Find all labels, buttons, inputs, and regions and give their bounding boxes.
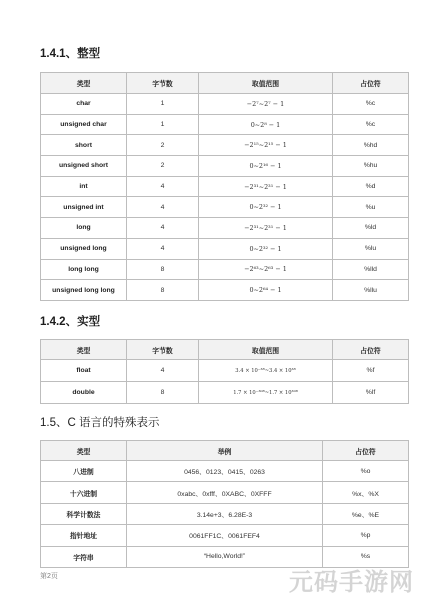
special-representation-table xyxy=(40,440,409,568)
format-cell: %lu xyxy=(333,238,409,259)
range-cell: 0~2³² − 1 xyxy=(199,197,333,218)
range-cell: −2³¹~2³¹ − 1 xyxy=(199,176,333,197)
range-cell: 3.4 × 10⁻³⁸~3.4 × 10³⁸ xyxy=(199,360,333,382)
header-type: 类型 xyxy=(41,441,127,461)
example-cell: 0456、0123、0415、0263 xyxy=(127,461,323,482)
table-row xyxy=(41,218,409,239)
bytes-cell: 2 xyxy=(127,156,199,177)
type-cell: 字符串 xyxy=(41,546,127,567)
format-cell: %lld xyxy=(333,259,409,280)
table-row xyxy=(41,382,409,404)
header-range: 取值范围 xyxy=(199,73,333,94)
type-cell: long xyxy=(41,218,127,239)
format-cell: %lf xyxy=(333,382,409,404)
table-row xyxy=(41,176,409,197)
range-cell: 1.7 × 10⁻³⁰⁸~1.7 × 10³⁰⁸ xyxy=(199,382,333,404)
table-header-row xyxy=(41,73,409,94)
bytes-cell: 8 xyxy=(127,280,199,301)
format-cell: %o xyxy=(323,461,409,482)
type-cell: unsigned short xyxy=(41,156,127,177)
header-range: 取值范围 xyxy=(199,340,333,360)
bytes-cell: 4 xyxy=(127,360,199,382)
bytes-cell: 1 xyxy=(127,114,199,135)
example-cell: 0061FF1C、0061FEF4 xyxy=(127,525,323,546)
page-number: 第2页 xyxy=(40,573,58,580)
bytes-cell: 8 xyxy=(127,259,199,280)
range-cell: −2¹⁵~2¹⁵ − 1 xyxy=(199,135,333,156)
header-type: 类型 xyxy=(41,340,127,360)
range-cell: 0~2⁶⁴ − 1 xyxy=(199,280,333,301)
table-row xyxy=(41,461,409,482)
example-cell: 3.14e+3、6.28E-3 xyxy=(127,503,323,524)
bytes-cell: 2 xyxy=(127,135,199,156)
type-cell: char xyxy=(41,94,127,115)
table-row xyxy=(41,280,409,301)
range-cell: 0~2⁸ − 1 xyxy=(199,114,333,135)
table-row xyxy=(41,156,409,177)
watermark: 元码手游网 xyxy=(289,568,414,596)
format-cell: %hd xyxy=(333,135,409,156)
format-cell: %f xyxy=(333,360,409,382)
format-cell: %x、%X xyxy=(323,482,409,503)
type-cell: int xyxy=(41,176,127,197)
header-format: 占位符 xyxy=(323,441,409,461)
table-row xyxy=(41,135,409,156)
format-cell: %llu xyxy=(333,280,409,301)
table-header-row xyxy=(41,340,409,360)
format-cell: %u xyxy=(333,197,409,218)
range-cell: 0~2³² − 1 xyxy=(199,238,333,259)
type-cell: 科学计数法 xyxy=(41,503,127,524)
float-types-table xyxy=(40,339,409,404)
bytes-cell: 8 xyxy=(127,382,199,404)
format-cell: %d xyxy=(333,176,409,197)
format-cell: %hu xyxy=(333,156,409,177)
type-cell: 八进制 xyxy=(41,461,127,482)
range-cell: 0~2¹⁶ − 1 xyxy=(199,156,333,177)
table-header-row xyxy=(41,441,409,461)
header-format: 占位符 xyxy=(333,340,409,360)
section-1-title: 1.4.1、整型 xyxy=(40,48,101,60)
range-cell: −2⁷~2⁷ − 1 xyxy=(199,94,333,115)
format-cell: %c xyxy=(333,114,409,135)
type-cell: short xyxy=(41,135,127,156)
table-row xyxy=(41,114,409,135)
bytes-cell: 1 xyxy=(127,94,199,115)
table-row xyxy=(41,238,409,259)
bytes-cell: 4 xyxy=(127,176,199,197)
header-bytes: 字节数 xyxy=(127,340,199,360)
table-row xyxy=(41,94,409,115)
section-2-title: 1.4.2、实型 xyxy=(40,316,101,328)
type-cell: 指针地址 xyxy=(41,525,127,546)
type-cell: long long xyxy=(41,259,127,280)
table-row xyxy=(41,525,409,546)
format-cell: %c xyxy=(333,94,409,115)
header-format: 占位符 xyxy=(333,73,409,94)
format-cell: %s xyxy=(323,546,409,567)
table-row xyxy=(41,482,409,503)
type-cell: 十六进制 xyxy=(41,482,127,503)
bytes-cell: 4 xyxy=(127,197,199,218)
integer-types-table xyxy=(40,72,409,301)
table-row xyxy=(41,503,409,524)
example-cell: 0xabc、0xfff、0XABC、0XFFF xyxy=(127,482,323,503)
type-cell: double xyxy=(41,382,127,404)
type-cell: unsigned long long xyxy=(41,280,127,301)
type-cell: unsigned long xyxy=(41,238,127,259)
section-3-title: 1.5、C 语言的特殊表示 xyxy=(40,417,160,429)
format-cell: %e、%E xyxy=(323,503,409,524)
header-example: 举例 xyxy=(127,441,323,461)
bytes-cell: 4 xyxy=(127,218,199,239)
example-cell: “Hello,World!” xyxy=(127,546,323,567)
format-cell: %ld xyxy=(333,218,409,239)
table-row xyxy=(41,360,409,382)
header-bytes: 字节数 xyxy=(127,73,199,94)
range-cell: −2⁶³~2⁶³ − 1 xyxy=(199,259,333,280)
range-cell: −2³¹~2³¹ − 1 xyxy=(199,218,333,239)
header-type: 类型 xyxy=(41,73,127,94)
format-cell: %p xyxy=(323,525,409,546)
type-cell: unsigned int xyxy=(41,197,127,218)
table-row xyxy=(41,259,409,280)
table-row xyxy=(41,197,409,218)
type-cell: unsigned char xyxy=(41,114,127,135)
bytes-cell: 4 xyxy=(127,238,199,259)
type-cell: float xyxy=(41,360,127,382)
